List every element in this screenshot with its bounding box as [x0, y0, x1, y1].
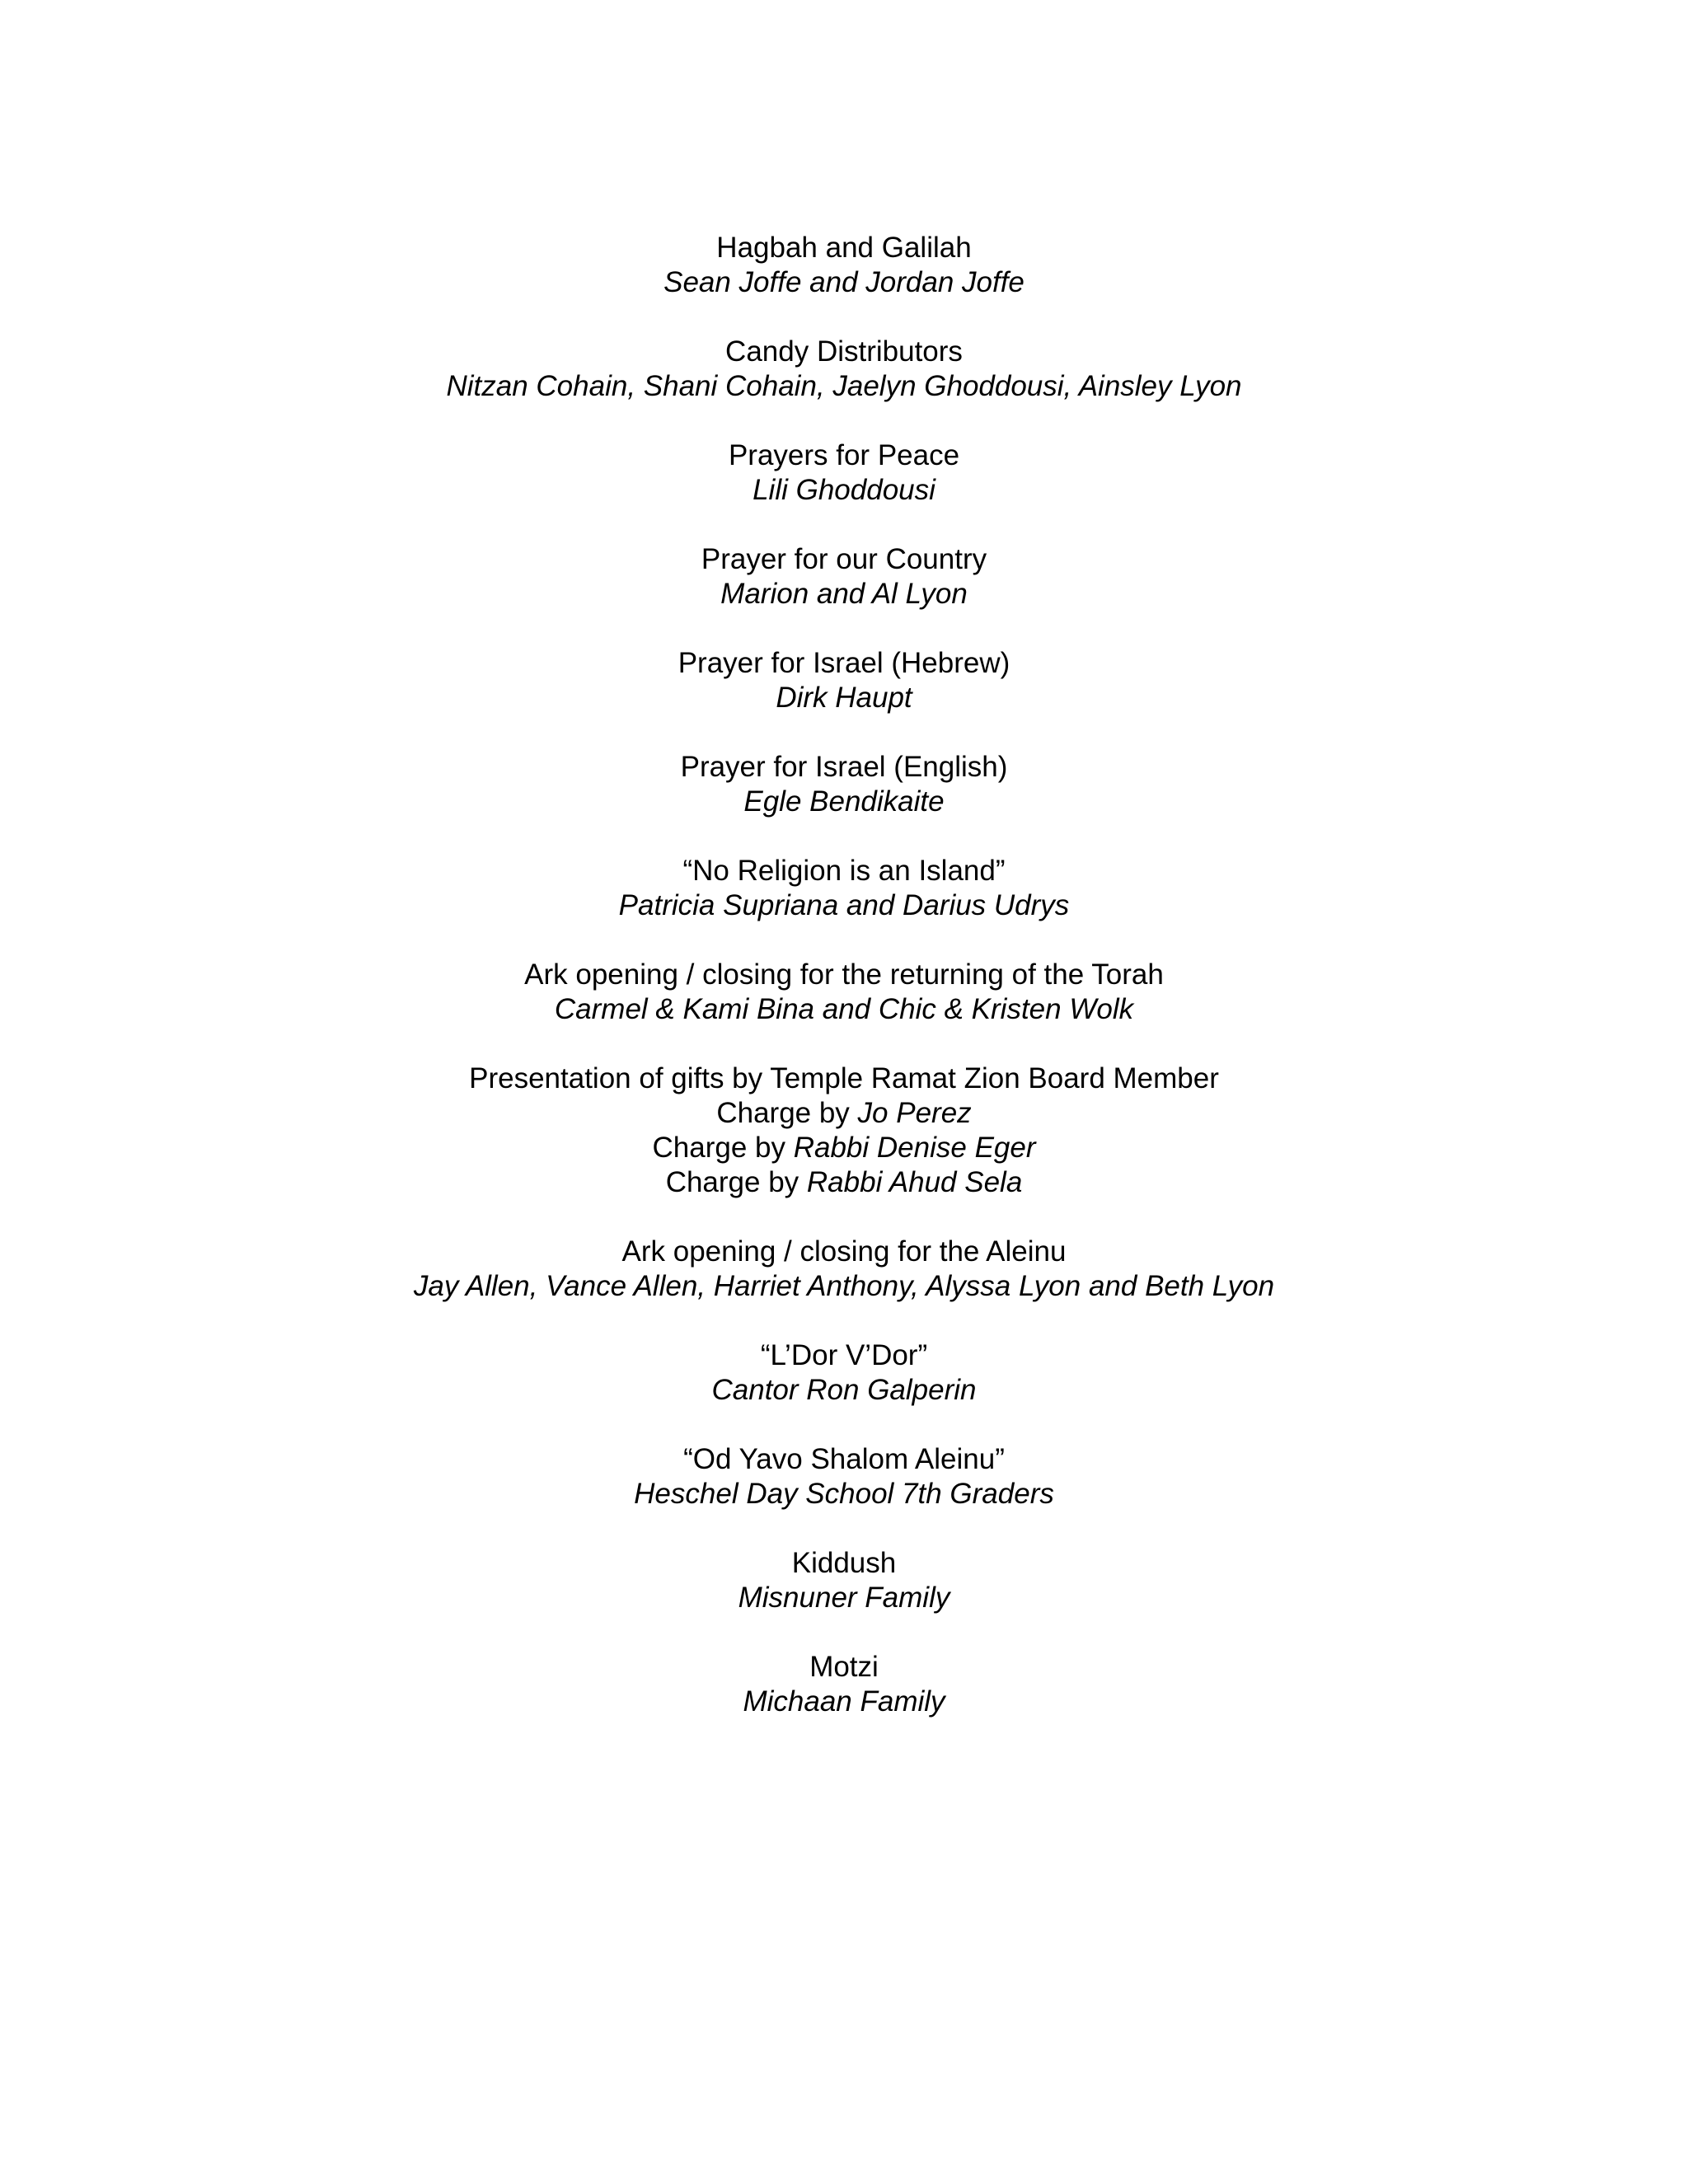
section-role: Prayer for our Country	[701, 543, 987, 575]
section-names: Michaan Family	[743, 1685, 945, 1718]
section-names: Patricia Supriana and Darius Udrys	[618, 889, 1070, 921]
program-section	[0, 231, 1688, 300]
charge-prefix: Charge by	[716, 1097, 858, 1129]
program-section	[0, 438, 1688, 508]
section-role: Hagbah and Galilah	[716, 232, 972, 264]
section-role: “Od Yavo Shalom Aleinu”	[683, 1443, 1005, 1475]
section-role: Ark opening / closing for the returning of the Torah	[524, 958, 1164, 991]
charge-person: Rabbi Ahud Sela	[806, 1166, 1023, 1198]
section-names: Marion and Al Lyon	[720, 578, 968, 610]
charge-person: Jo Perez	[857, 1097, 972, 1129]
presentation-section	[0, 1062, 1688, 1200]
section-role: Prayers for Peace	[728, 439, 960, 471]
section-role: Ark opening / closing for the Aleinu	[621, 1235, 1067, 1268]
section-role: “No Religion is an Island”	[682, 855, 1006, 887]
program-section	[0, 646, 1688, 715]
section-role: Prayer for Israel (Hebrew)	[678, 647, 1010, 679]
section-role: Candy Distributors	[725, 335, 963, 368]
section-names: Cantor Ron Galperin	[711, 1374, 977, 1406]
program-section	[0, 958, 1688, 1027]
charge-person: Rabbi Denise Eger	[793, 1132, 1036, 1164]
section-names: Carmel & Kami Bina and Chic & Kristen Wolk	[554, 993, 1134, 1025]
charge-line	[0, 1165, 1688, 1200]
charge-prefix: Charge by	[665, 1166, 807, 1198]
section-names: Egle Bendikaite	[743, 785, 945, 818]
section-names: Misnuner Family	[738, 1582, 950, 1614]
section-names: Dirk Haupt	[776, 682, 912, 714]
section-role: Motzi	[809, 1651, 879, 1683]
program-section	[0, 1338, 1688, 1408]
program-section	[0, 542, 1688, 612]
section-names: Heschel Day School 7th Graders	[634, 1478, 1054, 1510]
section-names: Sean Joffe and Jordan Joffe	[663, 266, 1025, 298]
charge-line	[0, 1131, 1688, 1165]
program-section	[0, 1235, 1688, 1304]
charge-line	[0, 1096, 1688, 1131]
program-section	[0, 1442, 1688, 1511]
section-names: Jay Allen, Vance Allen, Harriet Anthony, Alyssa Lyon and Beth Lyon	[413, 1270, 1275, 1302]
section-role: Prayer for Israel (English)	[680, 751, 1008, 783]
section-role: Kiddush	[791, 1547, 897, 1579]
presentation-title: Presentation of gifts by Temple Ramat Zion Board Member	[469, 1062, 1219, 1094]
charge-prefix: Charge by	[652, 1132, 794, 1164]
program-section	[0, 1650, 1688, 1719]
program-section	[0, 854, 1688, 923]
section-names: Nitzan Cohain, Shani Cohain, Jaelyn Ghoddousi, Ainsley Lyon	[446, 370, 1242, 402]
section-names: Lili Ghoddousi	[753, 474, 935, 506]
section-role: “L’Dor V’Dor”	[760, 1339, 928, 1371]
program-section	[0, 750, 1688, 819]
program-page	[0, 231, 1688, 1754]
program-section	[0, 335, 1688, 404]
program-section	[0, 1546, 1688, 1615]
